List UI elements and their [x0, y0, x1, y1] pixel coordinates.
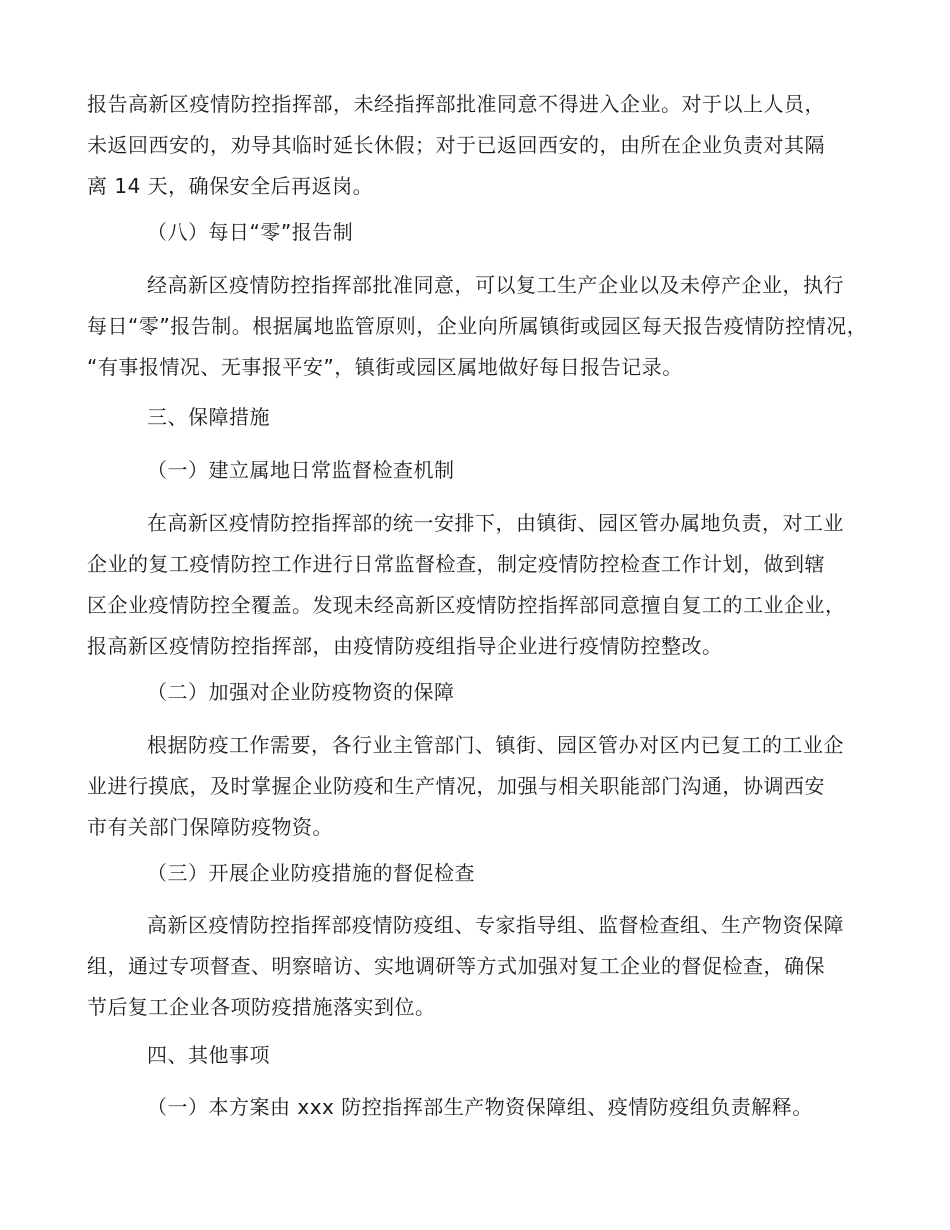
text-line: 市有关部门保障防疫物资。 — [87, 815, 333, 839]
heading-text: （二）加强对企业防疫物资的保障 — [147, 680, 455, 704]
text-line: 企业的复工疫情防控工作进行日常监督检查，制定疫情防控检查工作计划，做到辖 — [87, 552, 825, 576]
text-line: 每日“零”报告制。根据属地监管原则，企业向所属镇街或园区每天报告疫情防控情况， — [87, 314, 868, 338]
text-line: 组，通过专项督查、明察暗访、实地调研等方式加强对复工企业的督促检查，确保 — [87, 954, 825, 978]
text-line: “有事报情况、无事报平安”，镇街或园区属地做好每日报告记录。 — [87, 355, 683, 379]
text-line: 经高新区疫情防控指挥部批准同意，可以复工生产企业以及未停产企业，执行 — [147, 273, 844, 297]
subsection-heading — [147, 672, 927, 713]
section-heading — [147, 212, 927, 253]
subsection-heading — [147, 853, 927, 894]
text-line: 节后复工企业各项防疫措施落实到位。 — [87, 995, 436, 1019]
heading-text: 三、保障措施 — [147, 405, 270, 429]
section-heading — [147, 1035, 927, 1076]
body-paragraph — [87, 265, 867, 388]
heading-text: （八）每日“零”报告制 — [147, 220, 354, 244]
heading-text: （三）开展企业防疫措施的督促检查 — [147, 861, 475, 885]
heading-text: 四、其他事项 — [147, 1043, 270, 1067]
text-line: 报告高新区疫情防控指挥部，未经指挥部批准同意不得进入企业。对于以上人员， — [87, 92, 825, 116]
body-paragraph — [87, 905, 867, 1028]
text-line: 区企业疫情防控全覆盖。发现未经高新区疫情防控指挥部同意擅自复工的工业企业， — [87, 593, 846, 617]
body-paragraph — [87, 503, 867, 667]
subsection-heading — [147, 450, 927, 491]
text-line: 根据防疫工作需要，各行业主管部门、镇街、园区管办对区内已复工的工业企 — [147, 733, 844, 757]
heading-text: （一）建立属地日常监督检查机制 — [147, 458, 455, 482]
text-line: 未返回西安的，劝导其临时延长休假；对于已返回西安的，由所在企业负责对其隔 — [87, 133, 825, 157]
text-line: 报高新区疫情防控指挥部，由疫情防疫组指导企业进行疫情防控整改。 — [87, 634, 723, 658]
body-paragraph — [87, 84, 867, 207]
text-line: 业进行摸底，及时掌握企业防疫和生产情况，加强与相关职能部门沟通，协调西安 — [87, 774, 825, 798]
text-line: 离 14 天，确保安全后再返岗。 — [87, 174, 374, 198]
body-paragraph — [87, 725, 867, 848]
text-line: （一）本方案由 xxx 防控指挥部生产物资保障组、疫情防疫组负责解释。 — [147, 1095, 813, 1119]
text-line: 高新区疫情防控指挥部疫情防疫组、专家指导组、监督检查组、生产物资保障 — [147, 913, 844, 937]
body-paragraph — [147, 1087, 927, 1128]
section-heading — [147, 397, 927, 438]
text-line: 在高新区疫情防控指挥部的统一安排下，由镇街、园区管办属地负责，对工业 — [147, 511, 844, 535]
